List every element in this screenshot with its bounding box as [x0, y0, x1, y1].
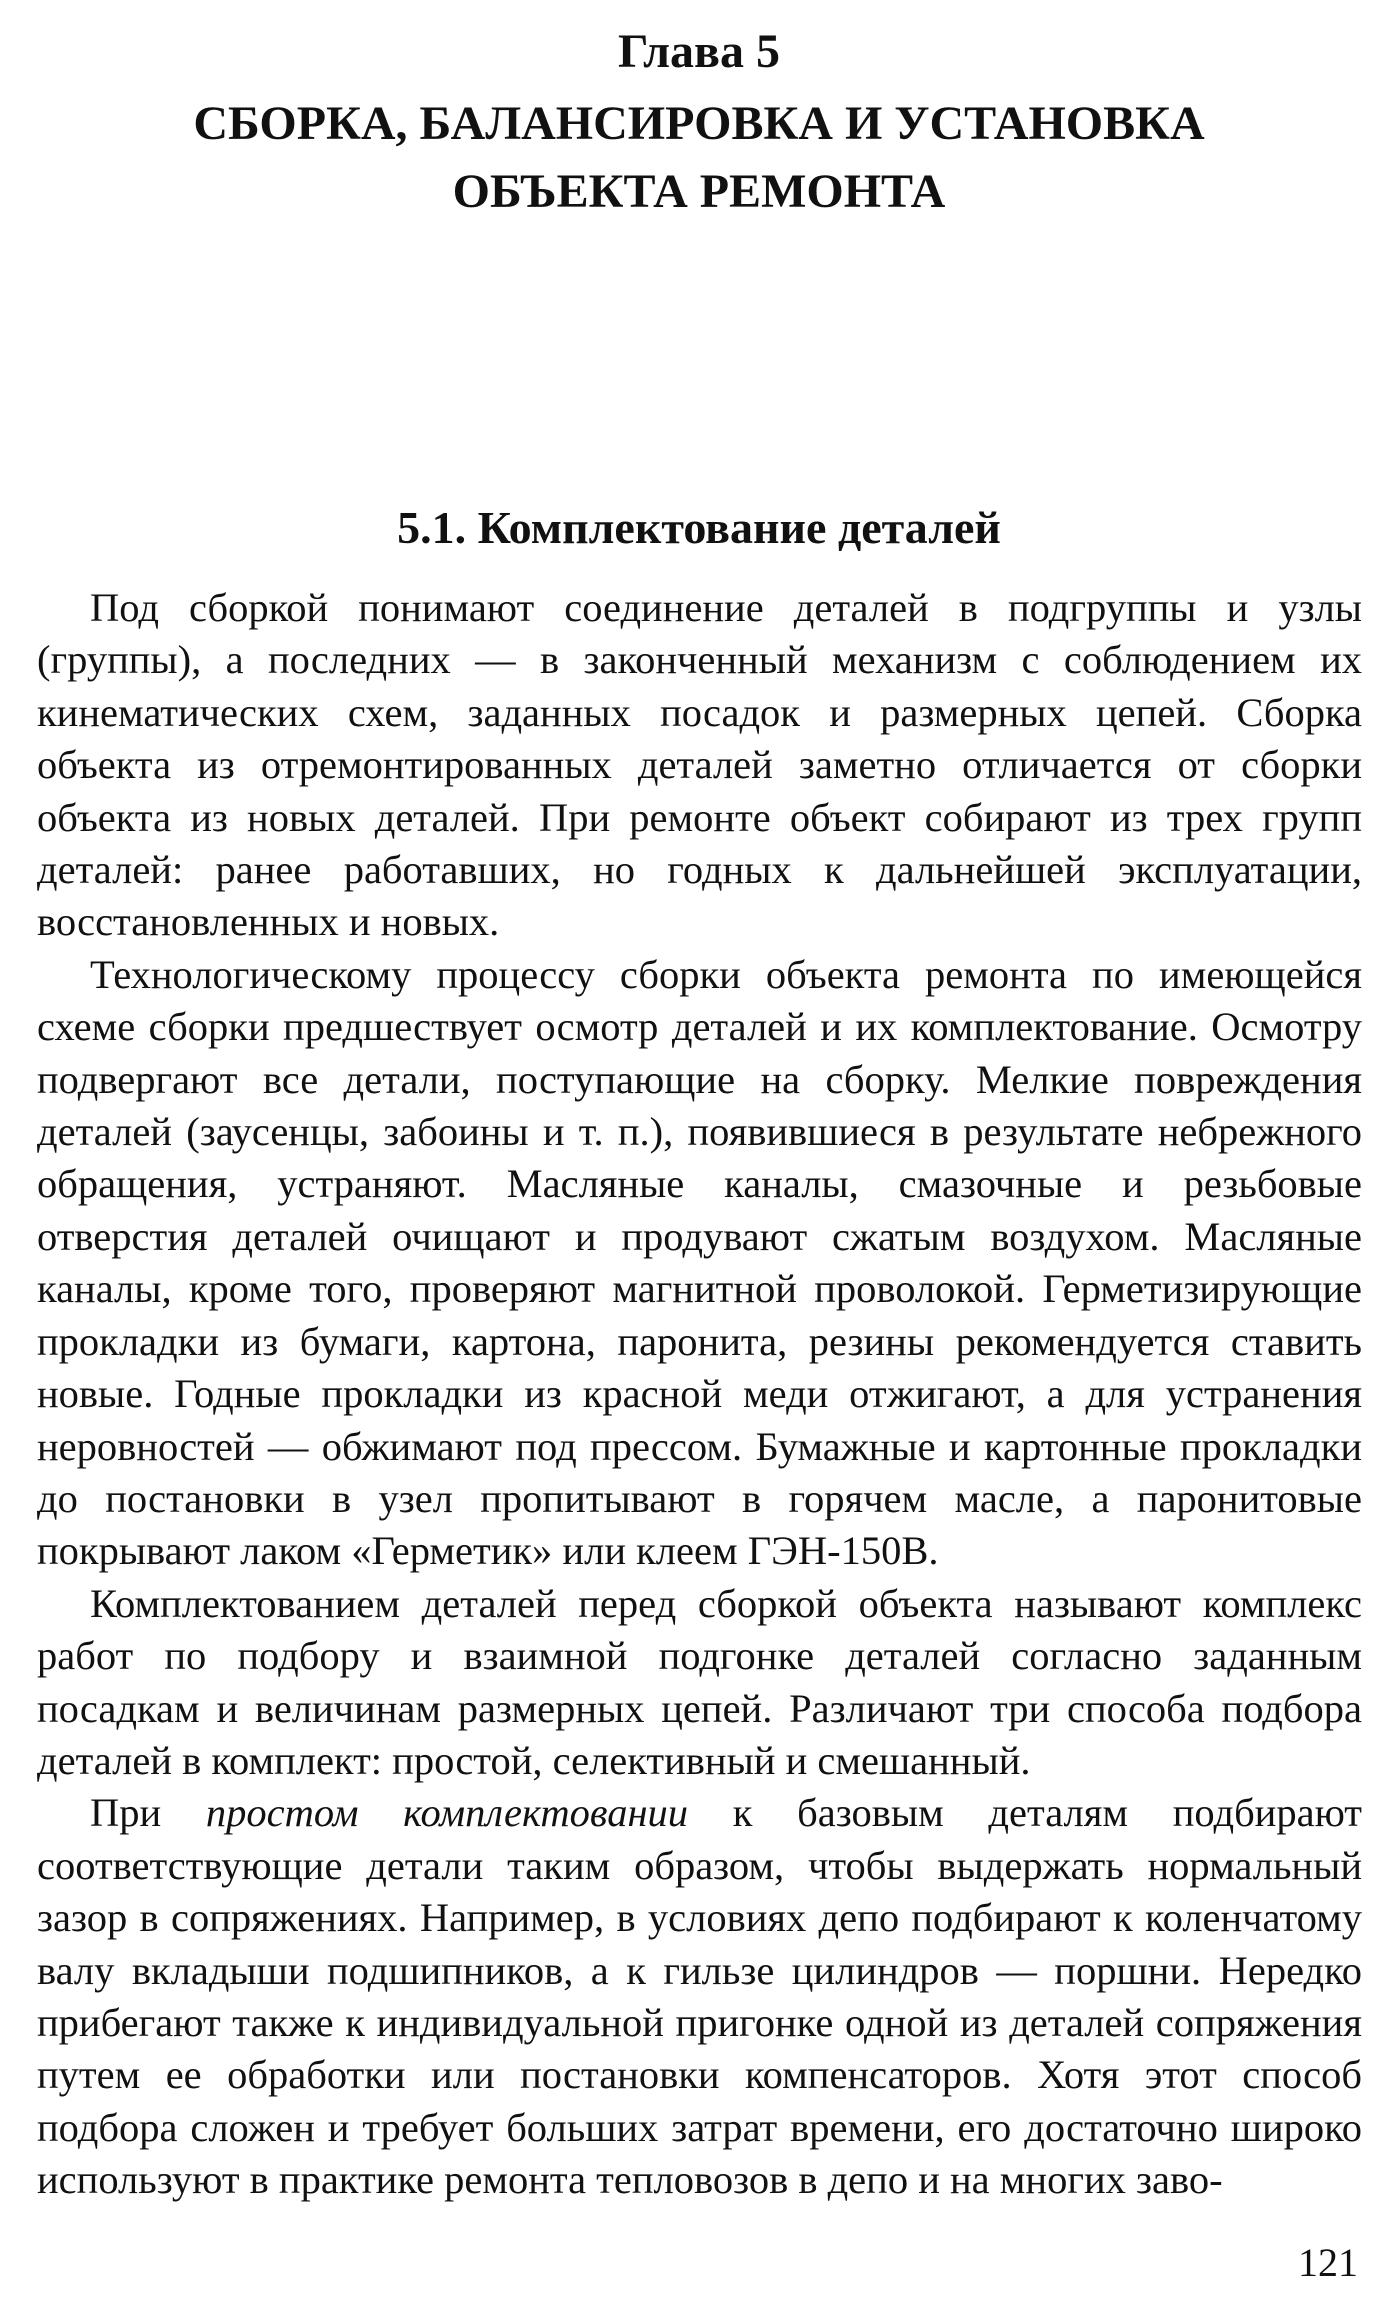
paragraph-4-start: При: [90, 1790, 206, 1836]
paragraph-4-emphasis: простом комплектовании: [205, 1790, 689, 1836]
chapter-title-line-2: ОБЪЕКТА РЕМОНТА: [452, 165, 946, 218]
paragraph-3: Комплектованием деталей перед сборкой объекта называют комплекс работ по подбору и взаимной подгонке деталей согласно заданным посадкам и величинам размерных цепей. Различают три способа подбора деталей в комплект: простой, селективный и смешанный.: [37, 1580, 1362, 1783]
page-number: 121: [1298, 2240, 1358, 2285]
chapter-label: Глава 5: [618, 25, 780, 78]
chapter-title-line-1: СБОРКА, БАЛАНСИРОВКА И УСТАНОВКА: [193, 97, 1205, 150]
chapter-title: [0, 90, 1398, 226]
section-title: 5.1. Комплектование деталей: [397, 502, 1001, 553]
paragraph-1: Под сборкой понимают соединение деталей в подгруппы и узлы (группы), а последних — в законченный механизм с соблюдением их кинематических схем, заданных посадок и размерных цепей. Сборка объекта из отремонтированных деталей заметно отличается от сборки объекта из новых деталей. При ремонте объект собирают из трех групп деталей: ранее работавших, но годных к дальнейшей эксплуатации, восстановленных и новых.: [37, 585, 1362, 945]
paragraph-2: Технологическому процессу сборки объекта ремонта по имеющейся схеме сборки предшествует осмотр деталей и их комплектование. Осмотру подвергают все детали, поступающие на сборку. Мелкие повреждения деталей (заусенцы, забоины и т. п.), появившиеся в результате небрежного обращения, устраняют. Масляные каналы, смазочные и резьбовые отверстия деталей очищают и продувают сжатым воздухом. Масляные каналы, кроме того, проверяют магнитной проволокой. Герметизирующие прокладки из бумаги, картона, паронита, резины рекомендуется ставить новые. Годные прокладки из красной меди отжигают, а для устранения неровностей — обжимают под прессом. Бумажные и картонные прокладки до постановки в узел пропитывают в горячем масле, а паронитовые покрывают лаком «Герметик» или клеем ГЭН-150В.: [37, 951, 1362, 1574]
paragraph-4-rest: к базовым деталям подбирают соответствующие детали таким образом, чтобы выдержать нормальный зазор в сопряжениях. Например, в условиях депо подбирают к коленчатому валу вкладыши подшипников, а к гильзе цилиндров — поршни. Нередко прибегают также к индивидуальной пригонке одной из деталей сопряжения путем ее обработки или постановки компенсаторов. Хотя этот способ подбора сложен и требует больших затрат времени, его достаточно широко используют в практике ремонта тепловозов в депо и на многих заво-: [37, 1790, 1362, 2203]
paragraph-4: [37, 1787, 1362, 2206]
body-text: [37, 582, 1362, 2207]
